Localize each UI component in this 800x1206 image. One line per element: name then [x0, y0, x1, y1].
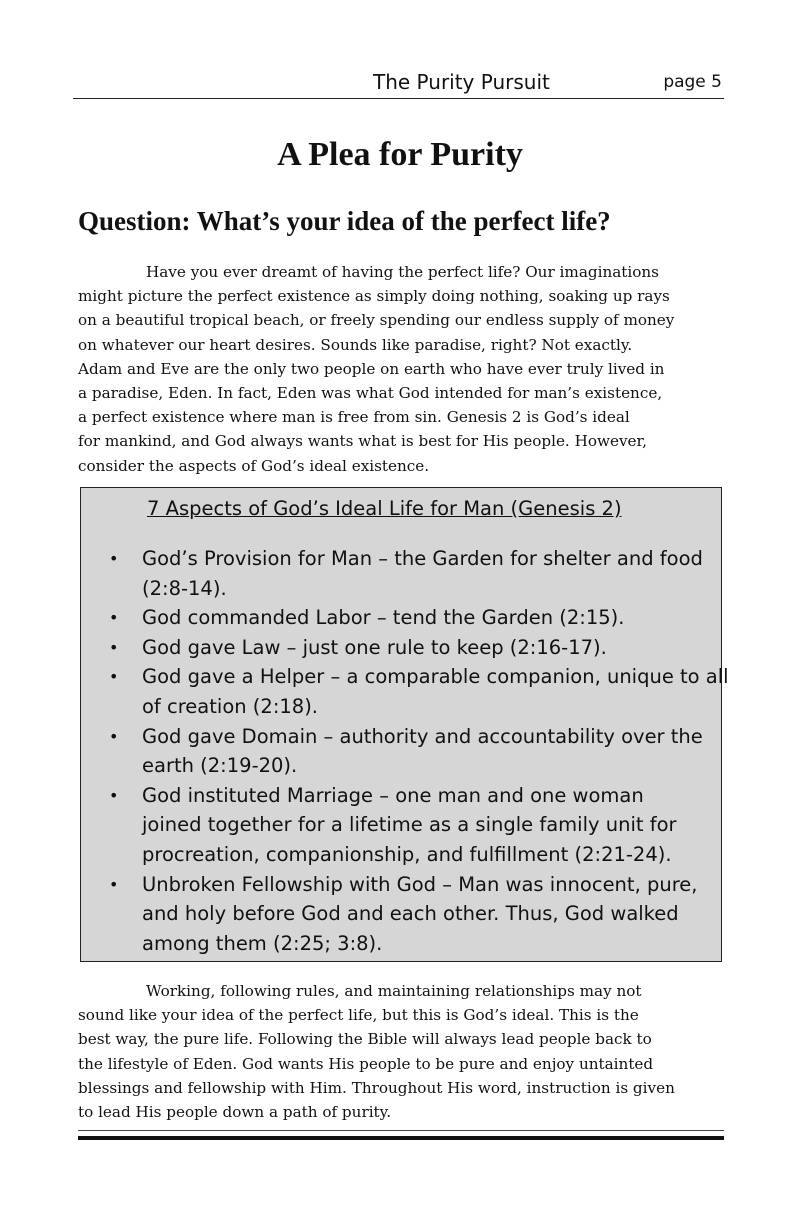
paragraph-line: blessings and fellowship with Him. Throughout His word, instruction is given	[78, 1078, 675, 1097]
paragraph-line: on whatever our heart desires. Sounds like paradise, right? Not exactly.	[78, 335, 633, 354]
list-item-line: and holy before God and each other. Thus, God walked	[142, 902, 679, 926]
bullet-icon: •	[109, 608, 119, 628]
bullet-icon: •	[109, 874, 119, 894]
section-heading: Question: What’s your idea of the perfect life?	[78, 206, 611, 236]
list-item-line: God’s Provision for Man – the Garden for shelter and food	[142, 547, 703, 570]
aspects-list	[109, 544, 729, 958]
footer-divider-thick	[78, 1136, 724, 1140]
paragraph-line: a paradise, Eden. In fact, Eden was what God intended for man’s existence,	[78, 383, 663, 402]
book-title: The Purity Pursuit	[373, 70, 550, 94]
bullet-icon: •	[109, 785, 119, 805]
list-item-line: earth (2:19-20).	[142, 754, 298, 778]
page-title: A Plea for Purity	[277, 136, 523, 173]
paragraph-line: Working, following rules, and maintaining relationships may not	[146, 982, 642, 1000]
footer-divider-thin	[78, 1130, 724, 1131]
list-item-line: God gave Domain – authority and accountability over the	[142, 724, 703, 748]
list-item-line: God commanded Labor – tend the Garden (2:15).	[142, 606, 625, 630]
paragraph-line: consider the aspects of God’s ideal existence.	[78, 456, 430, 475]
list-item-line: joined together for a lifetime as a single family unit for	[142, 813, 677, 837]
paragraph-line: to lead His people down a path of purity.	[78, 1102, 392, 1121]
paragraph-line: the lifestyle of Eden. God wants His people to be pure and enjoy untainted	[78, 1054, 654, 1073]
list-item	[109, 870, 721, 959]
list-item-line: among them (2:25; 3:8).	[142, 931, 383, 955]
paragraph-line: Adam and Eve are the only two people on earth who have ever truly lived in	[78, 359, 665, 378]
bullet-icon: •	[109, 637, 119, 657]
bullet-icon: •	[109, 667, 119, 687]
bullet-icon: •	[109, 726, 119, 746]
callout-title: 7 Aspects of God’s Ideal Life for Man (Genesis 2)	[147, 497, 622, 520]
paragraph-line: might picture the perfect existence as simply doing nothing, soaking up rays	[78, 287, 670, 306]
paragraph-line: best way, the pure life. Following the Bible will always lead people back to	[78, 1030, 652, 1049]
list-item-line: procreation, companionship, and fulfillment (2:21-24).	[142, 842, 672, 866]
running-header	[73, 68, 724, 99]
list-item	[109, 603, 721, 633]
list-item-line: God instituted Marriage – one man and one woman	[142, 783, 644, 807]
list-item	[109, 544, 721, 603]
list-item-line: of creation (2:18).	[142, 694, 319, 718]
list-item	[109, 781, 721, 870]
paragraph-line: sound like your idea of the perfect life, but this is God’s ideal. This is the	[78, 1006, 639, 1025]
bullet-icon: •	[109, 549, 119, 568]
paragraph-line: Have you ever dreamt of having the perfect life? Our imaginations	[146, 263, 659, 281]
list-item-line: God gave a Helper – a comparable companion, unique to all	[142, 665, 729, 689]
list-item	[109, 662, 729, 721]
paragraph-line: on a beautiful tropical beach, or freely spending our endless supply of money	[78, 311, 675, 330]
list-item	[109, 633, 721, 663]
list-item-line: Unbroken Fellowship with God – Man was innocent, pure,	[142, 872, 698, 896]
aspects-callout-box	[80, 487, 729, 962]
list-item-line: God gave Law – just one rule to keep (2:16-17).	[142, 635, 607, 659]
list-item	[109, 722, 721, 781]
list-item-line: (2:8-14).	[142, 576, 227, 600]
paragraph-line: a perfect existence where man is free from sin. Genesis 2 is God’s ideal	[78, 408, 630, 427]
page-number: page 5	[663, 72, 722, 92]
paragraph-line: for mankind, and God always wants what is best for His people. However,	[78, 432, 647, 451]
closing-paragraph	[78, 979, 728, 1124]
intro-paragraph	[78, 260, 728, 478]
